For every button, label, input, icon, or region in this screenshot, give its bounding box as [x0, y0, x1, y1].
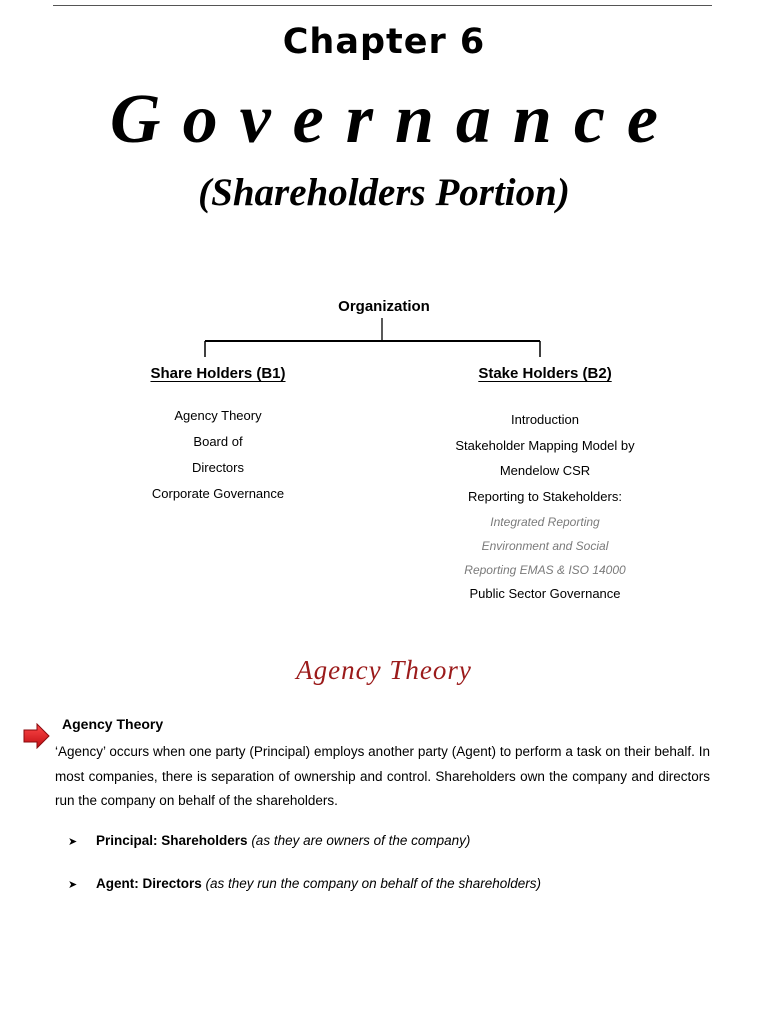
agency-paragraph: ‘Agency’ occurs when one party (Principal) employs another party (Agent) to perform a task on their behalf. In most companies, there is separation of ownership and control. Shareholders own the company and directors run the company on behalf of the shareholders.: [55, 744, 710, 808]
topic-item: Reporting to Stakeholders:: [468, 488, 622, 504]
stake-holders-topics: [420, 410, 670, 610]
chapter-title: Governance: [110, 81, 680, 158]
section-subheading: Agency Theory: [62, 716, 164, 732]
topic-item: Introduction: [511, 412, 579, 427]
topic-item: Public Sector Governance: [469, 586, 621, 601]
right-arrow-icon: [23, 723, 50, 749]
list-item: [68, 833, 470, 848]
chapter-subtitle: (Shareholders Portion): [198, 171, 570, 214]
topic-subitem: Environment and Social: [481, 539, 609, 553]
branch-title-share-holders: Share Holders (B1): [150, 365, 286, 382]
list-item: [68, 876, 541, 891]
section-heading: Agency Theory: [296, 655, 472, 685]
topic-item: Agency Theory: [174, 408, 262, 423]
topic-item: Directors: [191, 460, 244, 475]
topic-subitem: Reporting EMAS & ISO 14000: [464, 563, 626, 577]
arrowhead-bullet-icon: ➤: [68, 879, 78, 891]
bullet-note: (as they are owners of the company): [251, 833, 471, 848]
bullet-note: (as they run the company on behalf of the shareholders): [205, 876, 541, 891]
arrowhead-bullet-icon: ➤: [68, 836, 78, 848]
topic-item: Mendelow CSR: [499, 463, 591, 478]
top-rule: [53, 5, 712, 6]
chapter-label: Chapter 6: [282, 22, 486, 62]
share-holders-topics: [118, 406, 318, 510]
topic-item: Board of: [193, 434, 243, 449]
topic-item: Stakeholder Mapping Model by: [455, 437, 635, 453]
topic-item: Corporate Governance: [151, 486, 285, 501]
tree-root-organization: Organization: [338, 298, 430, 315]
bullet-label: Principal: Shareholders: [96, 833, 248, 848]
bullet-label: Agent: Directors: [96, 876, 202, 891]
branch-title-stake-holders: Stake Holders (B2): [478, 365, 612, 382]
topic-subitem: Integrated Reporting: [490, 515, 600, 529]
